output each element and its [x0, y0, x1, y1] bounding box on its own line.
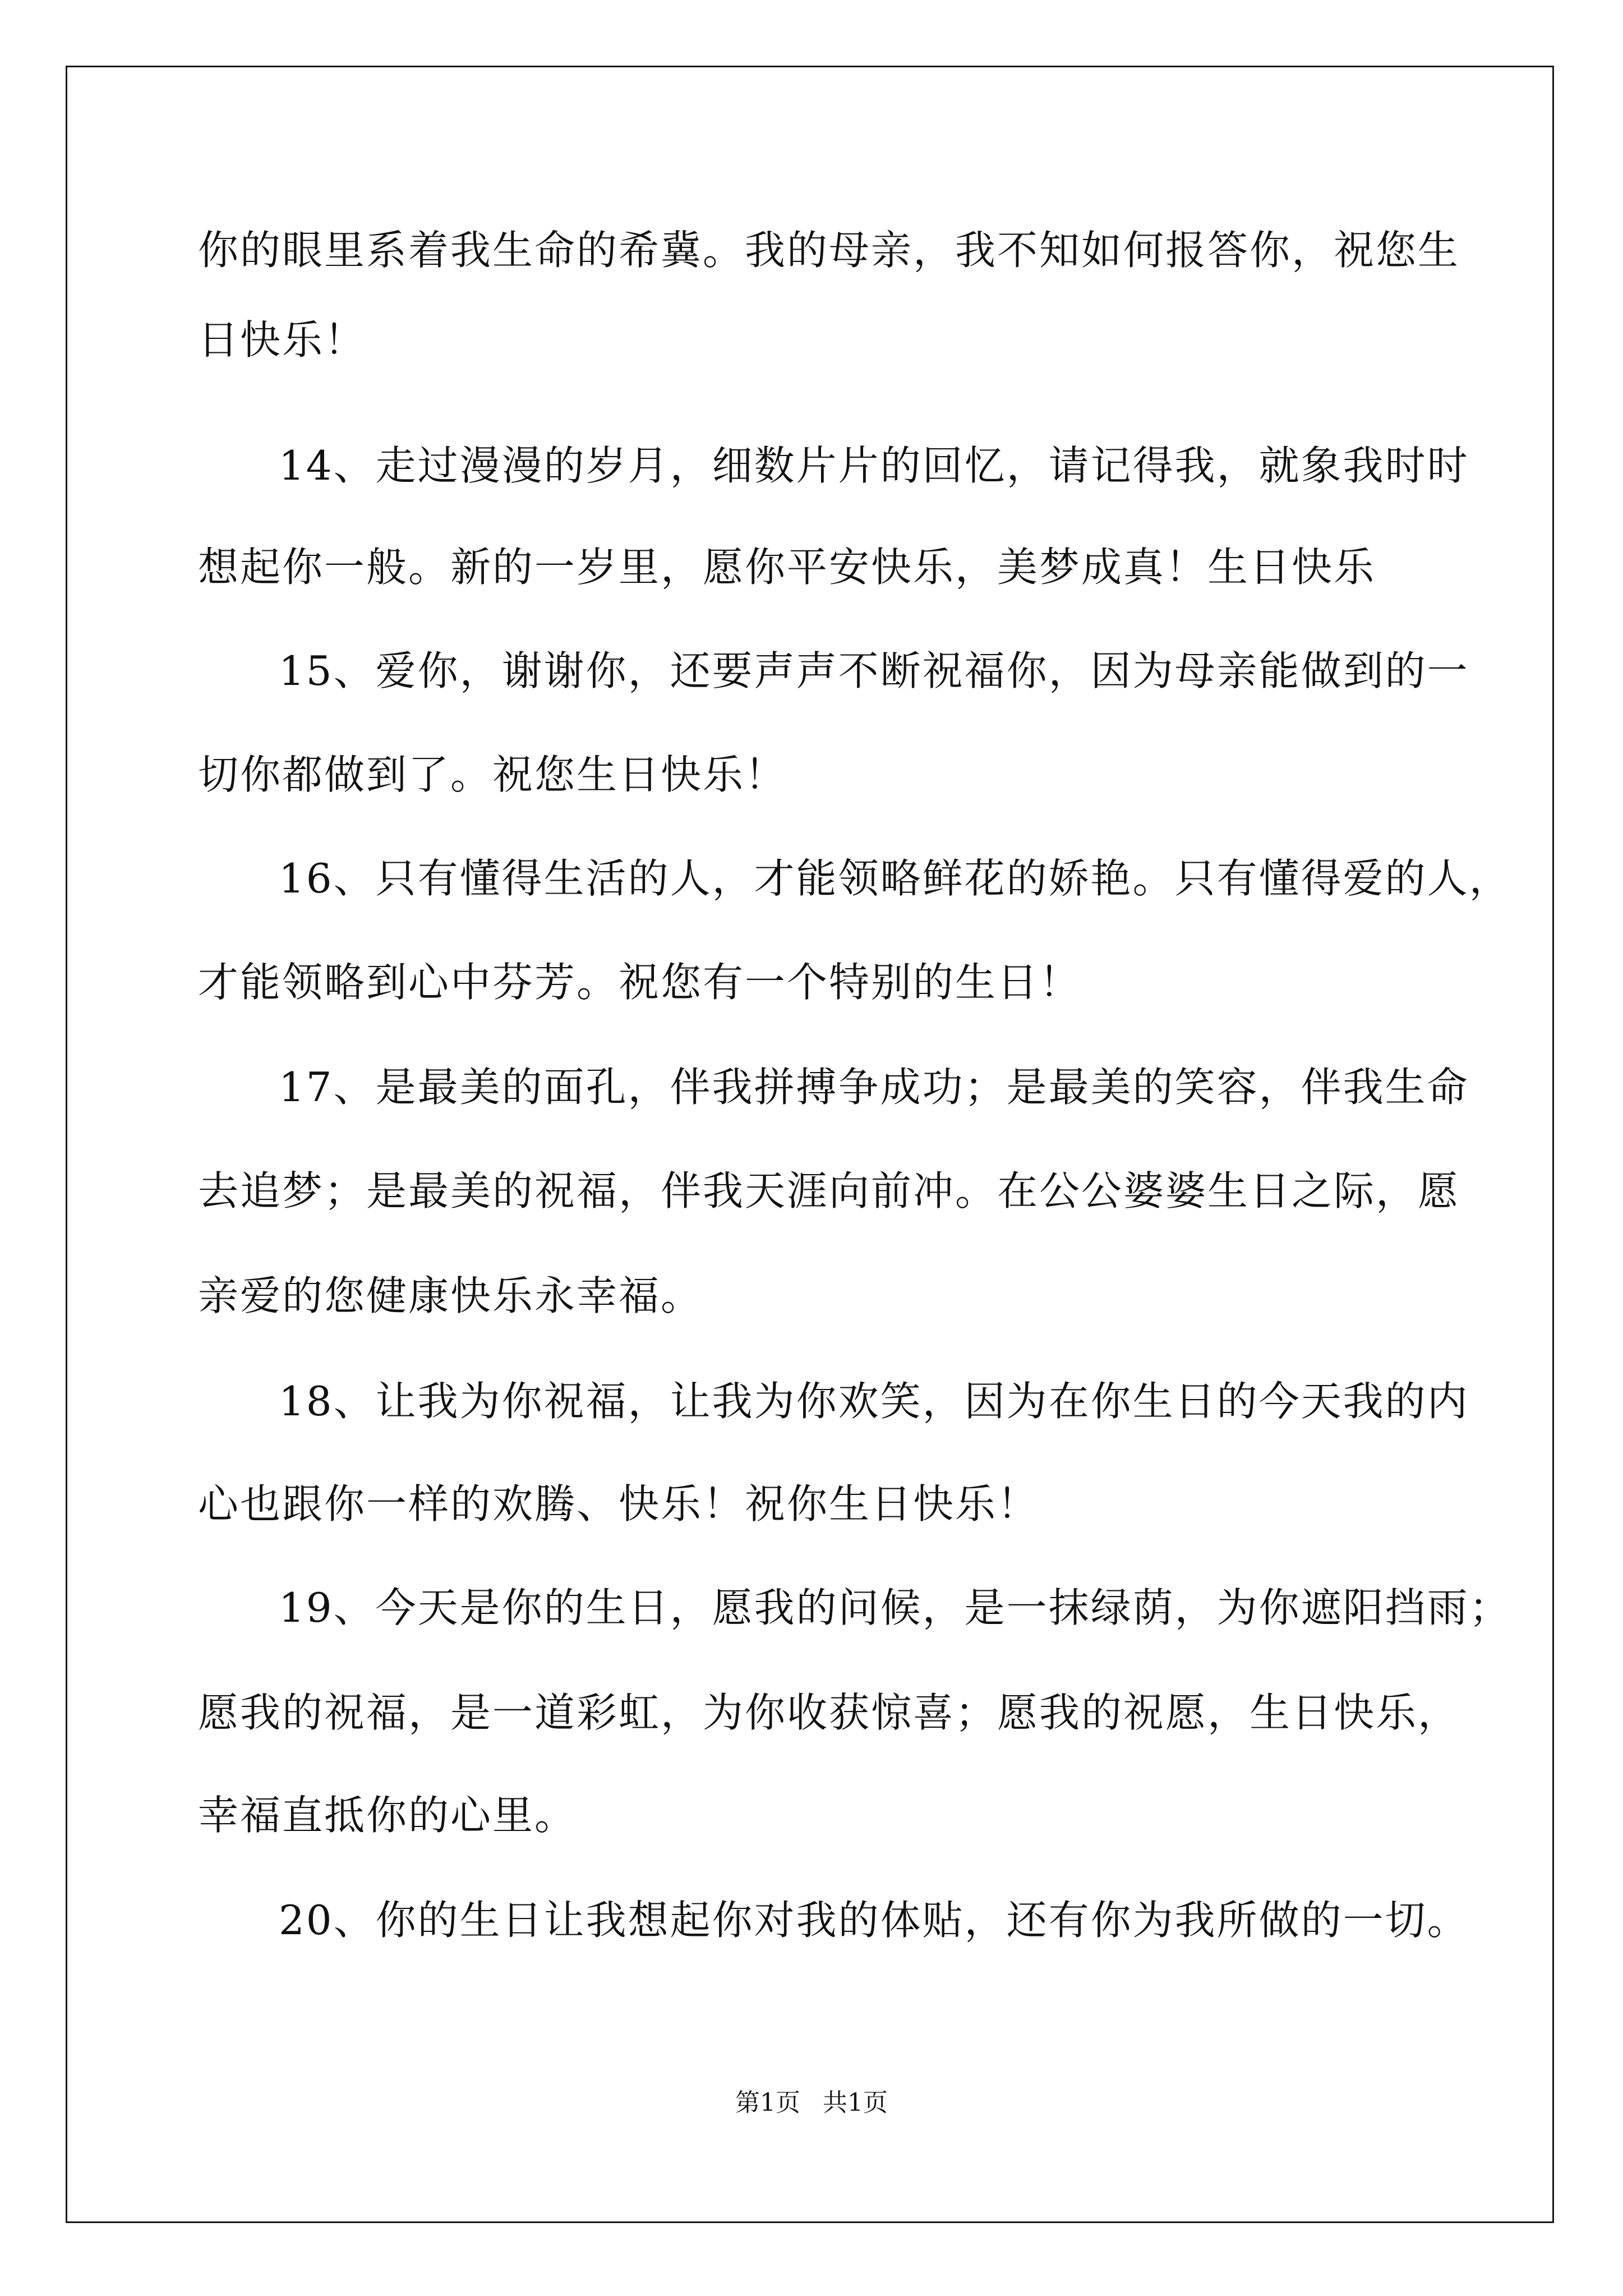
- page-number: 第1页: [735, 2088, 800, 2117]
- text-line: 你的眼里系着我生命的希冀。我的母亲，我不知如何报答你，祝您生: [198, 227, 1460, 274]
- paragraph-19-line: 19、今天是你的生日，愿我的问候，是一抹绿荫，为你遮阳挡雨；: [279, 1584, 1511, 1631]
- paragraph-15-line: 15、爱你，谢谢你，还要声声不断祝福你，因为母亲能做到的一: [279, 647, 1469, 694]
- text-line: 切你都做到了。祝您生日快乐！: [198, 751, 787, 798]
- paragraph-17-line: 17、是最美的面孔，伴我拼搏争成功；是最美的笑容，伴我生命: [279, 1064, 1469, 1111]
- paragraph-18-line: 18、让我为你祝福，让我为你欢笑，因为在你生日的今天我的内: [279, 1378, 1469, 1425]
- paragraph-16-line: 16、只有懂得生活的人，才能领略鲜花的娇艳。只有懂得爱的人，: [279, 855, 1511, 902]
- text-line: 才能领略到心中芬芳。祝您有一个特别的生日！: [198, 959, 1082, 1006]
- text-line: 想起你一般。新的一岁里，愿你平安快乐，美梦成真！生日快乐: [198, 544, 1376, 591]
- text-line: 日快乐！: [198, 316, 367, 364]
- text-line: 幸福直抵你的心里。: [198, 1792, 577, 1839]
- text-line: 亲爱的您健康快乐永幸福。: [198, 1272, 703, 1319]
- page-total: 共1页: [823, 2088, 888, 2117]
- text-line: 愿我的祝福，是一道彩虹，为你收获惊喜；愿我的祝愿，生日快乐，: [198, 1689, 1460, 1736]
- text-line: 去追梦；是最美的祝福，伴我天涯向前冲。在公公婆婆生日之际，愿: [198, 1167, 1460, 1214]
- paragraph-14-line: 14、走过漫漫的岁月，细数片片的回忆，请记得我，就象我时时: [279, 442, 1469, 489]
- paragraph-20-line: 20、你的生日让我想起你对我的体贴，还有你为我所做的一切。: [279, 1897, 1469, 1944]
- page-footer: [0, 2082, 1623, 2118]
- text-line: 心也跟你一样的欢腾、快乐！祝你生日快乐！: [198, 1480, 1040, 1527]
